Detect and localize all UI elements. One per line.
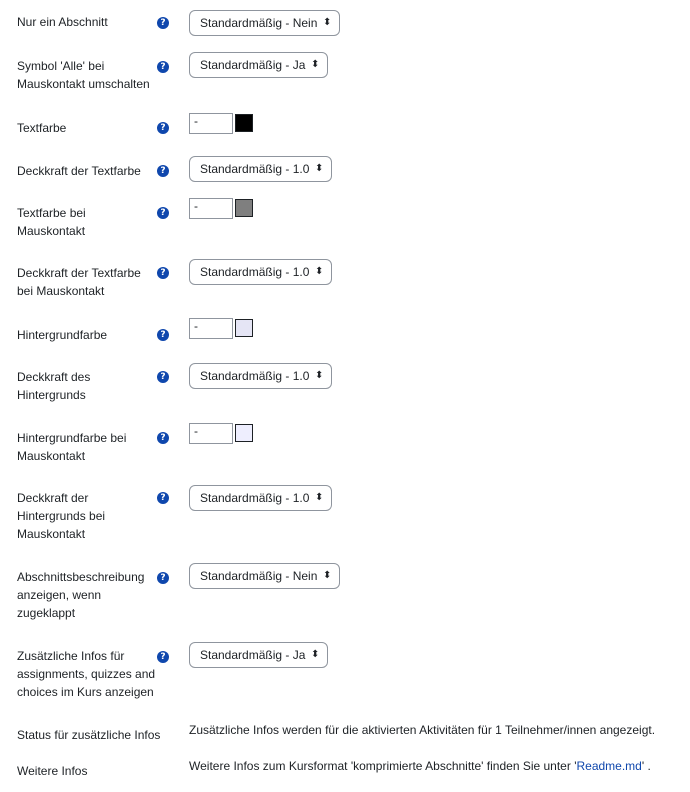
select-deckkraft-hintergrund[interactable] [189,363,332,389]
select-nur-ein-abschnitt[interactable] [189,10,340,36]
setting-label-deckkraft-textfarbe-mauskontakt: Deckkraft der Textfarbe bei Mauskontakt [17,266,141,298]
setting-label-hintergrundfarbe: Hintergrundfarbe [17,328,108,342]
select-value: Standardmäßig - 1.0 [200,491,310,505]
color-swatch-textfarbe-mauskontakt[interactable] [235,199,253,217]
color-input-hintergrundfarbe-mauskontakt[interactable]: - [189,423,233,444]
select-value: Standardmäßig - 1.0 [200,162,310,176]
help-icon[interactable]: ? [157,267,169,279]
help-icon[interactable]: ? [157,371,169,383]
more-info-text-after: ' . [641,759,651,773]
help-icon[interactable]: ? [157,207,169,219]
sort-arrows-icon: ⬍ [323,17,332,28]
select-deckkraft-textfarbe-mauskontakt[interactable] [189,259,332,285]
setting-label-hintergrundfarbe-mauskontakt: Hintergrundfarbe bei Mauskontakt [17,431,127,463]
help-icon[interactable]: ? [157,329,169,341]
setting-label-nur-ein-abschnitt: Nur ein Abschnitt [17,15,108,29]
color-swatch-hintergrundfarbe[interactable] [235,319,253,337]
select-zusaetzliche-infos[interactable] [189,642,328,668]
color-input-textfarbe-mauskontakt[interactable]: - [189,198,233,219]
status-text: Zusätzliche Infos werden für die aktivierten Aktivitäten für 1 Teilnehmer/innen angezeigt. [189,723,656,737]
setting-label-textfarbe: Textfarbe [17,121,67,135]
sort-arrows-icon: ⬍ [315,492,324,503]
setting-label-textfarbe-mauskontakt: Textfarbe bei Mauskontakt [17,206,86,238]
setting-label-status: Status für zusätzliche Infos [17,728,161,742]
more-info-text [189,757,651,775]
select-abschnittsbeschreibung[interactable] [189,563,340,589]
setting-label-symbol-alle: Symbol 'Alle' bei Mauskontakt umschalten [17,59,150,91]
setting-label-deckkraft-textfarbe: Deckkraft der Textfarbe [17,164,141,178]
setting-label-deckkraft-hintergrund-mauskontakt: Deckkraft der Hintergrunds bei Mauskontakt [17,491,106,541]
color-swatch-hintergrundfarbe-mauskontakt[interactable] [235,424,253,442]
sort-arrows-icon: ⬍ [311,649,320,660]
help-icon[interactable]: ? [157,492,169,504]
select-value: Standardmäßig - Nein [200,16,318,30]
help-icon[interactable]: ? [157,165,169,177]
sort-arrows-icon: ⬍ [311,59,320,70]
select-value: Standardmäßig - Nein [200,569,318,583]
setting-label-abschnittsbeschreibung: Abschnittsbeschreibung anzeigen, wenn zugeklappt [17,570,145,620]
select-value: Standardmäßig - Ja [200,58,306,72]
select-value: Standardmäßig - 1.0 [200,369,310,383]
color-input-textfarbe[interactable]: - [189,113,233,134]
color-input-hintergrundfarbe[interactable]: - [189,318,233,339]
help-icon[interactable]: ? [157,61,169,73]
select-value: Standardmäßig - Ja [200,648,306,662]
readme-link[interactable]: Readme.md [576,759,642,773]
sort-arrows-icon: ⬍ [315,266,324,277]
select-value: Standardmäßig - 1.0 [200,265,310,279]
color-swatch-textfarbe[interactable] [235,114,253,132]
setting-label-deckkraft-hintergrund: Deckkraft des Hintergrunds [17,370,91,402]
select-deckkraft-hintergrund-mauskontakt[interactable] [189,485,332,511]
more-info-text-before: Weitere Infos zum Kursformat 'komprimierte Abschnitte' finden Sie unter ' [189,759,577,773]
sort-arrows-icon: ⬍ [315,163,324,174]
setting-label-zusaetzliche-infos: Zusätzliche Infos für assignments, quizzes and choices im Kurs anzeigen [17,649,156,699]
help-icon[interactable]: ? [157,122,169,134]
help-icon[interactable]: ? [157,572,169,584]
help-icon[interactable]: ? [157,17,169,29]
help-icon[interactable]: ? [157,432,169,444]
select-deckkraft-textfarbe[interactable] [189,156,332,182]
sort-arrows-icon: ⬍ [323,570,332,581]
help-icon[interactable]: ? [157,651,169,663]
select-symbol-alle[interactable] [189,52,328,78]
setting-label-weitere-infos: Weitere Infos [17,764,88,778]
sort-arrows-icon: ⬍ [315,370,324,381]
